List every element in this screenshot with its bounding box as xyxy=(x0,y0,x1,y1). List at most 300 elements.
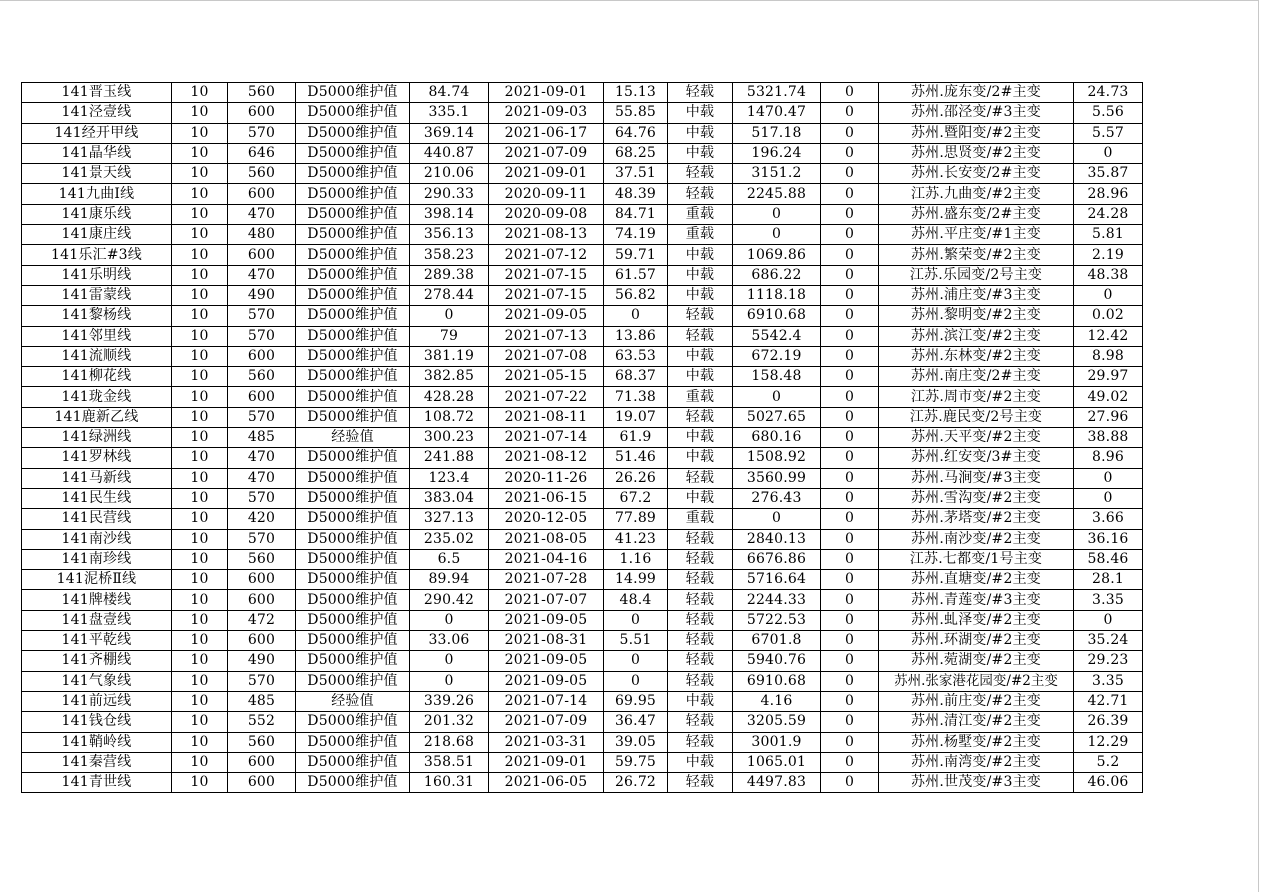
voltage-cell[interactable]: 10 xyxy=(172,265,228,285)
load-rate-cell[interactable]: 48.4 xyxy=(604,590,668,610)
load-rate-cell[interactable]: 68.25 xyxy=(604,143,668,163)
load-level-cell[interactable]: 轻载 xyxy=(668,732,733,752)
transformer-load-cell[interactable]: 5.2 xyxy=(1074,752,1143,772)
substation-transformer-cell[interactable]: 苏州.浦庄变/#3主变 xyxy=(879,285,1074,305)
count-cell[interactable]: 0 xyxy=(821,468,879,488)
count-cell[interactable]: 0 xyxy=(821,529,879,549)
date-cell[interactable]: 2021-05-15 xyxy=(489,367,604,387)
rated-current-cell[interactable]: 560 xyxy=(228,164,296,184)
voltage-cell[interactable]: 10 xyxy=(172,712,228,732)
load-rate-cell[interactable]: 26.72 xyxy=(604,773,668,793)
rated-current-cell[interactable]: 490 xyxy=(228,285,296,305)
substation-transformer-cell[interactable]: 江苏.鹿民变/2号主变 xyxy=(879,407,1074,427)
voltage-cell[interactable]: 10 xyxy=(172,590,228,610)
voltage-cell[interactable]: 10 xyxy=(172,245,228,265)
voltage-cell[interactable]: 10 xyxy=(172,83,228,103)
spare-capacity-cell[interactable]: 1118.18 xyxy=(733,285,821,305)
voltage-cell[interactable]: 10 xyxy=(172,691,228,711)
load-rate-cell[interactable]: 71.38 xyxy=(604,387,668,407)
rated-current-cell[interactable]: 470 xyxy=(228,448,296,468)
load-level-cell[interactable]: 中载 xyxy=(668,752,733,772)
max-current-cell[interactable]: 79 xyxy=(410,326,489,346)
voltage-cell[interactable]: 10 xyxy=(172,184,228,204)
voltage-cell[interactable]: 10 xyxy=(172,367,228,387)
limit-source-cell[interactable]: D5000维护值 xyxy=(296,752,410,772)
line-name-cell[interactable]: 141钱仓线 xyxy=(22,712,172,732)
max-current-cell[interactable]: 241.88 xyxy=(410,448,489,468)
spare-capacity-cell[interactable]: 1470.47 xyxy=(733,103,821,123)
limit-source-cell[interactable]: D5000维护值 xyxy=(296,184,410,204)
transformer-load-cell[interactable]: 38.88 xyxy=(1074,428,1143,448)
limit-source-cell[interactable]: D5000维护值 xyxy=(296,549,410,569)
voltage-cell[interactable]: 10 xyxy=(172,509,228,529)
transformer-load-cell[interactable]: 0 xyxy=(1074,285,1143,305)
max-current-cell[interactable]: 290.33 xyxy=(410,184,489,204)
rated-current-cell[interactable]: 600 xyxy=(228,103,296,123)
spare-capacity-cell[interactable]: 0 xyxy=(733,387,821,407)
line-name-cell[interactable]: 141柳花线 xyxy=(22,367,172,387)
count-cell[interactable]: 0 xyxy=(821,448,879,468)
date-cell[interactable]: 2021-09-03 xyxy=(489,103,604,123)
substation-transformer-cell[interactable]: 苏州.南湾变/#2主变 xyxy=(879,752,1074,772)
limit-source-cell[interactable]: D5000维护值 xyxy=(296,590,410,610)
spare-capacity-cell[interactable]: 0 xyxy=(733,225,821,245)
max-current-cell[interactable]: 0 xyxy=(410,610,489,630)
rated-current-cell[interactable]: 600 xyxy=(228,773,296,793)
limit-source-cell[interactable]: D5000维护值 xyxy=(296,570,410,590)
substation-transformer-cell[interactable]: 苏州.直塘变/#2主变 xyxy=(879,570,1074,590)
load-rate-cell[interactable]: 74.19 xyxy=(604,225,668,245)
substation-transformer-cell[interactable]: 苏州.虬泽变/#2主变 xyxy=(879,610,1074,630)
limit-source-cell[interactable]: D5000维护值 xyxy=(296,204,410,224)
line-name-cell[interactable]: 141牌楼线 xyxy=(22,590,172,610)
load-level-cell[interactable]: 中载 xyxy=(668,265,733,285)
limit-source-cell[interactable]: D5000维护值 xyxy=(296,610,410,630)
load-level-cell[interactable]: 轻载 xyxy=(668,671,733,691)
voltage-cell[interactable]: 10 xyxy=(172,407,228,427)
transformer-load-cell[interactable]: 0.02 xyxy=(1074,306,1143,326)
voltage-cell[interactable]: 10 xyxy=(172,671,228,691)
limit-source-cell[interactable]: D5000维护值 xyxy=(296,265,410,285)
substation-transformer-cell[interactable]: 苏州.茅塔变/#2主变 xyxy=(879,509,1074,529)
count-cell[interactable]: 0 xyxy=(821,123,879,143)
substation-transformer-cell[interactable]: 苏州.清江变/#2主变 xyxy=(879,712,1074,732)
load-level-cell[interactable]: 轻载 xyxy=(668,407,733,427)
rated-current-cell[interactable]: 570 xyxy=(228,488,296,508)
count-cell[interactable]: 0 xyxy=(821,204,879,224)
substation-transformer-cell[interactable]: 江苏.周市变/#2主变 xyxy=(879,387,1074,407)
spare-capacity-cell[interactable]: 3205.59 xyxy=(733,712,821,732)
rated-current-cell[interactable]: 490 xyxy=(228,651,296,671)
spare-capacity-cell[interactable]: 5722.53 xyxy=(733,610,821,630)
spare-capacity-cell[interactable]: 6701.8 xyxy=(733,631,821,651)
rated-current-cell[interactable]: 560 xyxy=(228,732,296,752)
max-current-cell[interactable]: 108.72 xyxy=(410,407,489,427)
limit-source-cell[interactable]: D5000维护值 xyxy=(296,468,410,488)
load-rate-cell[interactable]: 77.89 xyxy=(604,509,668,529)
load-level-cell[interactable]: 重载 xyxy=(668,204,733,224)
rated-current-cell[interactable]: 600 xyxy=(228,631,296,651)
substation-transformer-cell[interactable]: 苏州.菀湖变/#2主变 xyxy=(879,651,1074,671)
max-current-cell[interactable]: 358.23 xyxy=(410,245,489,265)
transformer-load-cell[interactable]: 8.96 xyxy=(1074,448,1143,468)
spare-capacity-cell[interactable]: 4497.83 xyxy=(733,773,821,793)
line-name-cell[interactable]: 141九曲Ⅰ线 xyxy=(22,184,172,204)
transformer-load-cell[interactable]: 42.71 xyxy=(1074,691,1143,711)
date-cell[interactable]: 2020-11-26 xyxy=(489,468,604,488)
voltage-cell[interactable]: 10 xyxy=(172,143,228,163)
count-cell[interactable]: 0 xyxy=(821,712,879,732)
rated-current-cell[interactable]: 570 xyxy=(228,529,296,549)
count-cell[interactable]: 0 xyxy=(821,752,879,772)
transformer-load-cell[interactable]: 12.42 xyxy=(1074,326,1143,346)
load-level-cell[interactable]: 轻载 xyxy=(668,184,733,204)
date-cell[interactable]: 2021-07-14 xyxy=(489,428,604,448)
load-rate-cell[interactable]: 64.76 xyxy=(604,123,668,143)
voltage-cell[interactable]: 10 xyxy=(172,387,228,407)
load-rate-cell[interactable]: 19.07 xyxy=(604,407,668,427)
rated-current-cell[interactable]: 560 xyxy=(228,549,296,569)
voltage-cell[interactable]: 10 xyxy=(172,773,228,793)
limit-source-cell[interactable]: D5000维护值 xyxy=(296,773,410,793)
rated-current-cell[interactable]: 600 xyxy=(228,752,296,772)
transformer-load-cell[interactable]: 3.35 xyxy=(1074,671,1143,691)
limit-source-cell[interactable]: D5000维护值 xyxy=(296,103,410,123)
rated-current-cell[interactable]: 470 xyxy=(228,468,296,488)
date-cell[interactable]: 2021-08-31 xyxy=(489,631,604,651)
count-cell[interactable]: 0 xyxy=(821,570,879,590)
line-name-cell[interactable]: 141经开甲线 xyxy=(22,123,172,143)
load-rate-cell[interactable]: 5.51 xyxy=(604,631,668,651)
load-rate-cell[interactable]: 37.51 xyxy=(604,164,668,184)
transformer-load-cell[interactable]: 2.19 xyxy=(1074,245,1143,265)
spare-capacity-cell[interactable]: 1508.92 xyxy=(733,448,821,468)
max-current-cell[interactable]: 356.13 xyxy=(410,225,489,245)
limit-source-cell[interactable]: D5000维护值 xyxy=(296,488,410,508)
limit-source-cell[interactable]: D5000维护值 xyxy=(296,123,410,143)
line-name-cell[interactable]: 141罗林线 xyxy=(22,448,172,468)
spare-capacity-cell[interactable]: 3001.9 xyxy=(733,732,821,752)
date-cell[interactable]: 2020-09-08 xyxy=(489,204,604,224)
line-name-cell[interactable]: 141马新线 xyxy=(22,468,172,488)
limit-source-cell[interactable]: D5000维护值 xyxy=(296,529,410,549)
load-rate-cell[interactable]: 59.71 xyxy=(604,245,668,265)
substation-transformer-cell[interactable]: 苏州.黎明变/#2主变 xyxy=(879,306,1074,326)
substation-transformer-cell[interactable]: 苏州.南庄变/2#主变 xyxy=(879,367,1074,387)
limit-source-cell[interactable]: D5000维护值 xyxy=(296,509,410,529)
load-level-cell[interactable]: 轻载 xyxy=(668,631,733,651)
spare-capacity-cell[interactable]: 5716.64 xyxy=(733,570,821,590)
count-cell[interactable]: 0 xyxy=(821,387,879,407)
load-level-cell[interactable]: 中载 xyxy=(668,448,733,468)
count-cell[interactable]: 0 xyxy=(821,549,879,569)
transformer-load-cell[interactable]: 28.96 xyxy=(1074,184,1143,204)
line-name-cell[interactable]: 141南沙线 xyxy=(22,529,172,549)
limit-source-cell[interactable]: D5000维护值 xyxy=(296,326,410,346)
voltage-cell[interactable]: 10 xyxy=(172,428,228,448)
limit-source-cell[interactable]: 经验值 xyxy=(296,691,410,711)
substation-transformer-cell[interactable]: 苏州.滨江变/#2主变 xyxy=(879,326,1074,346)
voltage-cell[interactable]: 10 xyxy=(172,285,228,305)
date-cell[interactable]: 2021-09-01 xyxy=(489,752,604,772)
limit-source-cell[interactable]: D5000维护值 xyxy=(296,367,410,387)
max-current-cell[interactable]: 6.5 xyxy=(410,549,489,569)
rated-current-cell[interactable]: 552 xyxy=(228,712,296,732)
date-cell[interactable]: 2021-07-09 xyxy=(489,143,604,163)
voltage-cell[interactable]: 10 xyxy=(172,631,228,651)
max-current-cell[interactable]: 339.26 xyxy=(410,691,489,711)
limit-source-cell[interactable]: D5000维护值 xyxy=(296,651,410,671)
substation-transformer-cell[interactable]: 苏州.天平变/#2主变 xyxy=(879,428,1074,448)
count-cell[interactable]: 0 xyxy=(821,184,879,204)
voltage-cell[interactable]: 10 xyxy=(172,123,228,143)
substation-transformer-cell[interactable]: 苏州.红安变/3#主变 xyxy=(879,448,1074,468)
load-rate-cell[interactable]: 63.53 xyxy=(604,346,668,366)
rated-current-cell[interactable]: 485 xyxy=(228,691,296,711)
load-level-cell[interactable]: 轻载 xyxy=(668,712,733,732)
load-level-cell[interactable]: 重载 xyxy=(668,225,733,245)
load-level-cell[interactable]: 中载 xyxy=(668,245,733,265)
spare-capacity-cell[interactable]: 2244.33 xyxy=(733,590,821,610)
spare-capacity-cell[interactable]: 2245.88 xyxy=(733,184,821,204)
limit-source-cell[interactable]: D5000维护值 xyxy=(296,671,410,691)
load-rate-cell[interactable]: 0 xyxy=(604,671,668,691)
substation-transformer-cell[interactable]: 江苏.九曲变/#2主变 xyxy=(879,184,1074,204)
count-cell[interactable]: 0 xyxy=(821,306,879,326)
load-rate-cell[interactable]: 14.99 xyxy=(604,570,668,590)
count-cell[interactable]: 0 xyxy=(821,691,879,711)
load-level-cell[interactable]: 轻载 xyxy=(668,651,733,671)
max-current-cell[interactable]: 369.14 xyxy=(410,123,489,143)
max-current-cell[interactable]: 33.06 xyxy=(410,631,489,651)
max-current-cell[interactable]: 428.28 xyxy=(410,387,489,407)
date-cell[interactable]: 2021-03-31 xyxy=(489,732,604,752)
line-name-cell[interactable]: 141盘壹线 xyxy=(22,610,172,630)
spare-capacity-cell[interactable]: 5940.76 xyxy=(733,651,821,671)
spare-capacity-cell[interactable]: 276.43 xyxy=(733,488,821,508)
line-name-cell[interactable]: 141黎杨线 xyxy=(22,306,172,326)
line-name-cell[interactable]: 141泾壹线 xyxy=(22,103,172,123)
load-rate-cell[interactable]: 1.16 xyxy=(604,549,668,569)
count-cell[interactable]: 0 xyxy=(821,631,879,651)
substation-transformer-cell[interactable]: 苏州.暨阳变/#2主变 xyxy=(879,123,1074,143)
max-current-cell[interactable]: 289.38 xyxy=(410,265,489,285)
count-cell[interactable]: 0 xyxy=(821,346,879,366)
transformer-load-cell[interactable]: 36.16 xyxy=(1074,529,1143,549)
substation-transformer-cell[interactable]: 苏州.邵泾变/#3主变 xyxy=(879,103,1074,123)
line-name-cell[interactable]: 141南珍线 xyxy=(22,549,172,569)
substation-transformer-cell[interactable]: 苏州.平庄变/#1主变 xyxy=(879,225,1074,245)
date-cell[interactable]: 2021-06-05 xyxy=(489,773,604,793)
load-level-cell[interactable]: 中载 xyxy=(668,428,733,448)
spare-capacity-cell[interactable]: 672.19 xyxy=(733,346,821,366)
line-name-cell[interactable]: 141民营线 xyxy=(22,509,172,529)
spare-capacity-cell[interactable]: 5321.74 xyxy=(733,83,821,103)
limit-source-cell[interactable]: D5000维护值 xyxy=(296,712,410,732)
load-level-cell[interactable]: 中载 xyxy=(668,143,733,163)
date-cell[interactable]: 2021-08-12 xyxy=(489,448,604,468)
line-name-cell[interactable]: 141气象线 xyxy=(22,671,172,691)
rated-current-cell[interactable]: 570 xyxy=(228,306,296,326)
transformer-load-cell[interactable]: 27.96 xyxy=(1074,407,1143,427)
substation-transformer-cell[interactable]: 苏州.前庄变/#2主变 xyxy=(879,691,1074,711)
substation-transformer-cell[interactable]: 江苏.乐园变/2号主变 xyxy=(879,265,1074,285)
max-current-cell[interactable]: 84.74 xyxy=(410,83,489,103)
load-level-cell[interactable]: 中载 xyxy=(668,103,733,123)
voltage-cell[interactable]: 10 xyxy=(172,306,228,326)
voltage-cell[interactable]: 10 xyxy=(172,651,228,671)
load-rate-cell[interactable]: 26.26 xyxy=(604,468,668,488)
count-cell[interactable]: 0 xyxy=(821,590,879,610)
max-current-cell[interactable]: 290.42 xyxy=(410,590,489,610)
substation-transformer-cell[interactable]: 苏州.杨墅变/#2主变 xyxy=(879,732,1074,752)
spare-capacity-cell[interactable]: 3151.2 xyxy=(733,164,821,184)
date-cell[interactable]: 2021-09-05 xyxy=(489,651,604,671)
date-cell[interactable]: 2021-09-01 xyxy=(489,164,604,184)
rated-current-cell[interactable]: 560 xyxy=(228,83,296,103)
load-level-cell[interactable]: 轻载 xyxy=(668,306,733,326)
limit-source-cell[interactable]: D5000维护值 xyxy=(296,448,410,468)
max-current-cell[interactable]: 440.87 xyxy=(410,143,489,163)
line-name-cell[interactable]: 141民生线 xyxy=(22,488,172,508)
load-level-cell[interactable]: 轻载 xyxy=(668,326,733,346)
transformer-load-cell[interactable]: 0 xyxy=(1074,610,1143,630)
line-name-cell[interactable]: 141鹿新乙线 xyxy=(22,407,172,427)
load-rate-cell[interactable]: 51.46 xyxy=(604,448,668,468)
spare-capacity-cell[interactable]: 4.16 xyxy=(733,691,821,711)
line-name-cell[interactable]: 141乐汇#3线 xyxy=(22,245,172,265)
load-level-cell[interactable]: 轻载 xyxy=(668,773,733,793)
spare-capacity-cell[interactable]: 158.48 xyxy=(733,367,821,387)
limit-source-cell[interactable]: D5000维护值 xyxy=(296,143,410,163)
transformer-load-cell[interactable]: 0 xyxy=(1074,468,1143,488)
rated-current-cell[interactable]: 600 xyxy=(228,590,296,610)
voltage-cell[interactable]: 10 xyxy=(172,549,228,569)
load-rate-cell[interactable]: 0 xyxy=(604,610,668,630)
rated-current-cell[interactable]: 480 xyxy=(228,225,296,245)
load-rate-cell[interactable]: 56.82 xyxy=(604,285,668,305)
max-current-cell[interactable]: 300.23 xyxy=(410,428,489,448)
rated-current-cell[interactable]: 470 xyxy=(228,265,296,285)
spare-capacity-cell[interactable]: 6910.68 xyxy=(733,306,821,326)
count-cell[interactable]: 0 xyxy=(821,326,879,346)
load-level-cell[interactable]: 中载 xyxy=(668,123,733,143)
load-level-cell[interactable]: 中载 xyxy=(668,346,733,366)
count-cell[interactable]: 0 xyxy=(821,103,879,123)
count-cell[interactable]: 0 xyxy=(821,164,879,184)
load-level-cell[interactable]: 轻载 xyxy=(668,570,733,590)
max-current-cell[interactable]: 89.94 xyxy=(410,570,489,590)
load-rate-cell[interactable]: 68.37 xyxy=(604,367,668,387)
transformer-load-cell[interactable]: 0 xyxy=(1074,143,1143,163)
substation-transformer-cell[interactable]: 苏州.盛东变/2#主变 xyxy=(879,204,1074,224)
max-current-cell[interactable]: 235.02 xyxy=(410,529,489,549)
rated-current-cell[interactable]: 600 xyxy=(228,346,296,366)
spare-capacity-cell[interactable]: 2840.13 xyxy=(733,529,821,549)
date-cell[interactable]: 2021-09-05 xyxy=(489,671,604,691)
voltage-cell[interactable]: 10 xyxy=(172,103,228,123)
rated-current-cell[interactable]: 470 xyxy=(228,204,296,224)
max-current-cell[interactable]: 398.14 xyxy=(410,204,489,224)
voltage-cell[interactable]: 10 xyxy=(172,468,228,488)
voltage-cell[interactable]: 10 xyxy=(172,164,228,184)
date-cell[interactable]: 2020-12-05 xyxy=(489,509,604,529)
load-level-cell[interactable]: 中载 xyxy=(668,488,733,508)
load-rate-cell[interactable]: 0 xyxy=(604,306,668,326)
substation-transformer-cell[interactable]: 苏州.长安变/2#主变 xyxy=(879,164,1074,184)
rated-current-cell[interactable]: 600 xyxy=(228,245,296,265)
date-cell[interactable]: 2020-09-11 xyxy=(489,184,604,204)
line-name-cell[interactable]: 141青世线 xyxy=(22,773,172,793)
count-cell[interactable]: 0 xyxy=(821,367,879,387)
rated-current-cell[interactable]: 420 xyxy=(228,509,296,529)
max-current-cell[interactable]: 278.44 xyxy=(410,285,489,305)
date-cell[interactable]: 2021-06-15 xyxy=(489,488,604,508)
rated-current-cell[interactable]: 570 xyxy=(228,407,296,427)
load-rate-cell[interactable]: 61.57 xyxy=(604,265,668,285)
count-cell[interactable]: 0 xyxy=(821,428,879,448)
substation-transformer-cell[interactable]: 江苏.七都变/1号主变 xyxy=(879,549,1074,569)
load-level-cell[interactable]: 重载 xyxy=(668,509,733,529)
load-rate-cell[interactable]: 0 xyxy=(604,651,668,671)
transformer-load-cell[interactable]: 35.24 xyxy=(1074,631,1143,651)
load-rate-cell[interactable]: 48.39 xyxy=(604,184,668,204)
limit-source-cell[interactable]: D5000维护值 xyxy=(296,387,410,407)
spare-capacity-cell[interactable]: 1065.01 xyxy=(733,752,821,772)
transformer-load-cell[interactable]: 8.98 xyxy=(1074,346,1143,366)
count-cell[interactable]: 0 xyxy=(821,83,879,103)
count-cell[interactable]: 0 xyxy=(821,488,879,508)
load-rate-cell[interactable]: 55.85 xyxy=(604,103,668,123)
load-level-cell[interactable]: 轻载 xyxy=(668,610,733,630)
load-level-cell[interactable]: 中载 xyxy=(668,367,733,387)
limit-source-cell[interactable]: D5000维护值 xyxy=(296,285,410,305)
date-cell[interactable]: 2021-04-16 xyxy=(489,549,604,569)
transformer-load-cell[interactable]: 35.87 xyxy=(1074,164,1143,184)
max-current-cell[interactable]: 210.06 xyxy=(410,164,489,184)
date-cell[interactable]: 2021-09-05 xyxy=(489,306,604,326)
load-level-cell[interactable]: 轻载 xyxy=(668,83,733,103)
spare-capacity-cell[interactable]: 1069.86 xyxy=(733,245,821,265)
load-rate-cell[interactable]: 41.23 xyxy=(604,529,668,549)
spare-capacity-cell[interactable]: 517.18 xyxy=(733,123,821,143)
max-current-cell[interactable]: 383.04 xyxy=(410,488,489,508)
count-cell[interactable]: 0 xyxy=(821,407,879,427)
transformer-load-cell[interactable]: 12.29 xyxy=(1074,732,1143,752)
limit-source-cell[interactable]: D5000维护值 xyxy=(296,245,410,265)
load-rate-cell[interactable]: 69.95 xyxy=(604,691,668,711)
load-rate-cell[interactable]: 15.13 xyxy=(604,83,668,103)
load-rate-cell[interactable]: 84.71 xyxy=(604,204,668,224)
max-current-cell[interactable]: 0 xyxy=(410,306,489,326)
date-cell[interactable]: 2021-07-07 xyxy=(489,590,604,610)
transformer-load-cell[interactable]: 46.06 xyxy=(1074,773,1143,793)
spare-capacity-cell[interactable]: 6676.86 xyxy=(733,549,821,569)
date-cell[interactable]: 2021-07-12 xyxy=(489,245,604,265)
limit-source-cell[interactable]: 经验值 xyxy=(296,428,410,448)
limit-source-cell[interactable]: D5000维护值 xyxy=(296,732,410,752)
spare-capacity-cell[interactable]: 6910.68 xyxy=(733,671,821,691)
date-cell[interactable]: 2021-07-14 xyxy=(489,691,604,711)
line-name-cell[interactable]: 141流顺线 xyxy=(22,346,172,366)
substation-transformer-cell[interactable]: 苏州.思贤变/#2主变 xyxy=(879,143,1074,163)
substation-transformer-cell[interactable]: 苏州.庞东变/2#主变 xyxy=(879,83,1074,103)
transformer-load-cell[interactable]: 49.02 xyxy=(1074,387,1143,407)
limit-source-cell[interactable]: D5000维护值 xyxy=(296,346,410,366)
max-current-cell[interactable]: 123.4 xyxy=(410,468,489,488)
max-current-cell[interactable]: 382.85 xyxy=(410,367,489,387)
line-name-cell[interactable]: 141晋玉线 xyxy=(22,83,172,103)
